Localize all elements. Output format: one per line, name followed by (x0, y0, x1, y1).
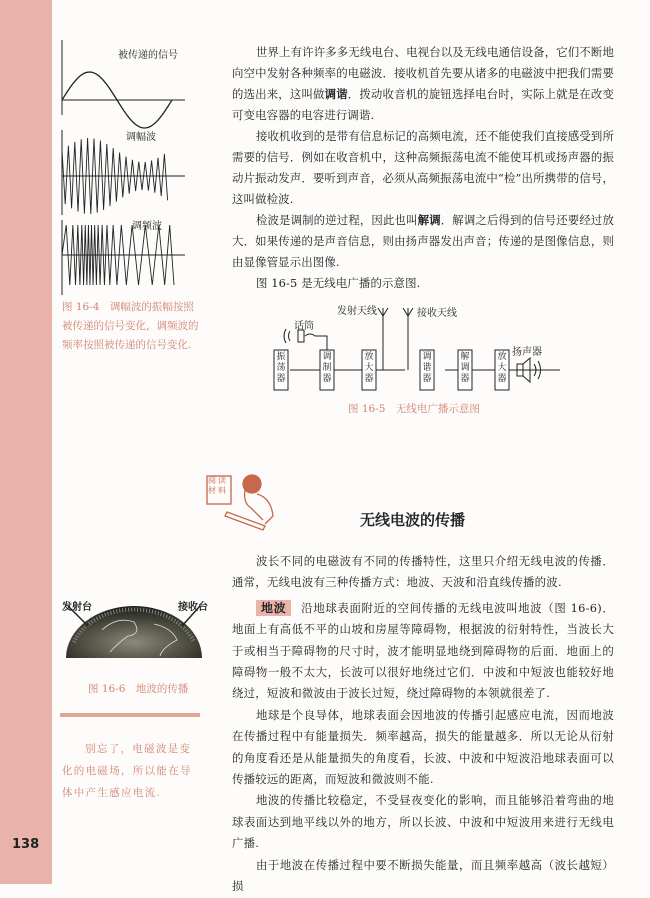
block-modulator: 调制器 (322, 352, 332, 384)
side-note: 别忘了，电磁波是变化的电磁场，所以能在导体中产生感应电流. (62, 743, 192, 799)
section-title: 无线电波的传播 (360, 511, 466, 529)
term-tuning: 调谐 (324, 87, 348, 101)
block-amplifier-tx: 放大器 (364, 352, 374, 384)
badge-char: 读 (218, 476, 226, 485)
label-transmit-antenna: 发射天线 (337, 306, 377, 317)
term-ground-wave: 地波 (256, 600, 291, 616)
paragraph (232, 42, 614, 126)
paragraph: 接收机收到的是带有信息标记的高频电流，还不能使我们直接感受到所需要的信号．例如在收音机中，这种高频振荡电流不能使耳机或扬声器的振动片振动发声．要听到声音，必须从高频振荡电流中“检”出所携带的信号，这叫做检波. (232, 129, 614, 206)
label-am: 调幅波 (126, 132, 156, 143)
badge-char: 料 (218, 486, 226, 495)
figure-16-6-caption: 图 16-6 地波的传播 (88, 683, 189, 695)
label-receiver: 接收台 (178, 602, 208, 613)
figure-16-5-caption: 图 16-5 无线电广播示意图 (348, 403, 480, 415)
paragraph: 地球是个良导体，地球表面会因地波的传播引起感应电流，因而地波在传播过程中有能量损失．频率越高，损失的能量越多．所以无论从衍射的角度看还是从能量损失的角度看，长波、中波和中短波沿地球表面可以传播较远的距离，而短波和微波则不能. (232, 707, 614, 787)
text: 检波是调制的逆过程，因此也叫 (255, 213, 418, 227)
text: 沿地球表面附近的空间传播的无线电波叫地波（图 16-6)．地面上有高低不平的山坡和房屋等障碍物，根据波的衍射特性，当波长大于或相当于障碍物的尺寸时，波才能明显地绕到障碍物的后面．地面上的障碍物一般不太大，长波可以很好地绕过它们．中波和中短波也能较好地绕过，短波和微波由于波长过短，绕过障碍物的本领就很差了. (232, 600, 614, 701)
term-demodulation: 解调 (417, 213, 441, 227)
wave-diagrams (60, 40, 190, 300)
paragraph: 波长不同的电磁波有不同的传播特性，这里只介绍无线电波的传播．通常，无线电波有三种传播方式：地波、天波和沿直线传播的波. (232, 554, 614, 590)
block-demodulator: 解调器 (460, 352, 470, 384)
text: ．解调之后得到的信号还要经过放大．如果传递的是声音信息，则由扬声器发出声音；传递的是图像信息，则由显像管显示出图像. (232, 213, 614, 269)
bottom-text (232, 551, 614, 898)
figure-16-4-caption: 图 16-4 调幅波的振幅按照被传递的信号变化，调频波的频率按照被传递的信号变化. (62, 301, 199, 351)
paragraph (232, 598, 614, 705)
text: 世界上有许许多多无线电台、电视台以及无线电通信设备，它们不断地向空中发射各种频率的电磁波．接收机首先要从诸多的电磁波中把我们需要的选出来，这叫做 (232, 45, 614, 101)
label-signal: 被传递的信号 (118, 50, 178, 61)
side-note-divider (60, 713, 200, 717)
reading-badge (208, 476, 228, 496)
page-number: 138 (12, 837, 40, 852)
badge-char: 阅 (208, 476, 216, 485)
paragraph: 图 16-5 是无线电广播的示意图. (255, 276, 421, 290)
paragraph: 由于地波在传播过程中要不断损失能量，而且频率越高（波长越短）损 (232, 857, 614, 894)
text: ．拨动收音机的旋钮选择电台时，实际上就是在改变可变电容器的电容进行调谐. (232, 87, 615, 122)
block-amplifier-rx: 放大器 (497, 352, 507, 384)
label-speaker: 扬声器 (512, 347, 542, 358)
label-fm: 调频波 (132, 221, 162, 232)
page-margin (0, 0, 52, 884)
block-tuner: 调谐器 (422, 352, 432, 384)
badge-char: 材 (208, 486, 216, 495)
label-transmitter: 发射台 (62, 602, 92, 613)
label-receive-antenna: 接收天线 (417, 308, 457, 319)
block-oscillator: 振荡器 (276, 352, 286, 384)
paragraph: 地波的传播比较稳定，不受昼夜变化的影响，而且能够沿着弯曲的地球表面达到地平线以外的地方，所以长波、中波和中短波用来进行无线电广播. (232, 793, 614, 851)
top-text (232, 42, 614, 294)
paragraph (232, 210, 614, 273)
label-microphone: 话筒 (294, 321, 314, 332)
